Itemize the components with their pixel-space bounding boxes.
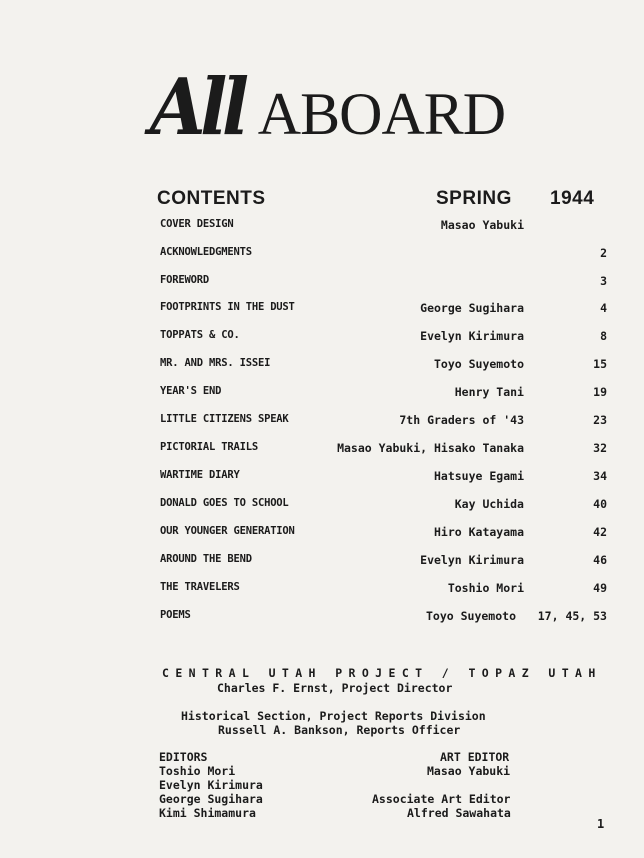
editor-name: Kimi Shimamura — [159, 806, 256, 820]
year-label: 1944 — [550, 188, 595, 209]
toc-title: WARTIME DIARY — [160, 469, 240, 481]
toc-title: PICTORIAL TRAILS — [160, 441, 258, 453]
toc-row — [0, 469, 644, 487]
art-editor-name: Masao Yabuki — [427, 764, 511, 778]
toc-author: Masao Yabuki, Hisako Tanaka — [337, 441, 524, 455]
reports-officer: Russell A. Bankson, Reports Officer — [218, 723, 461, 737]
toc-row — [0, 609, 644, 627]
toc-row — [0, 218, 644, 236]
toc-title: POEMS — [160, 609, 191, 621]
toc-author: 7th Graders of '43 — [399, 413, 524, 427]
toc-page: 23 — [593, 413, 607, 427]
editor-name: Evelyn Kirimura — [159, 778, 263, 792]
editor-name: Toshio Mori — [159, 764, 236, 778]
toc-page: 40 — [593, 497, 607, 511]
toc-author: Toyo Suyemoto — [425, 609, 516, 623]
toc-title: DONALD GOES TO SCHOOL — [160, 497, 289, 509]
toc-row — [0, 525, 644, 543]
toc-title: MR. AND MRS. ISSEI — [160, 357, 271, 369]
toc-author: Evelyn Kirimura — [420, 329, 524, 343]
toc-title: THE TRAVELERS — [160, 581, 240, 593]
toc-title: AROUND THE BEND — [160, 553, 252, 565]
toc-title: ACKNOWLEDGMENTS — [160, 246, 252, 258]
toc-row — [0, 497, 644, 515]
toc-row — [0, 553, 644, 571]
associate-art-editor-heading: Associate Art Editor — [372, 792, 511, 806]
toc-page: 2 — [600, 246, 607, 260]
historical-section: Historical Section, Project Reports Division — [181, 709, 486, 723]
toc-page: 15 — [593, 357, 607, 371]
toc-title: YEAR'S END — [160, 385, 222, 397]
title-caps-word: ABOARD — [257, 81, 506, 147]
project-director: Charles F. Ernst, Project Director — [217, 681, 453, 695]
toc-page: 3 — [600, 274, 607, 288]
toc-row — [0, 385, 644, 403]
toc-page: 19 — [593, 385, 607, 399]
toc-page: 49 — [593, 581, 607, 595]
contents-heading: CONTENTS — [157, 188, 266, 209]
toc-page: 42 — [593, 525, 607, 539]
toc-author: Evelyn Kirimura — [420, 553, 524, 567]
toc-author: Toyo Suyemoto — [433, 357, 524, 371]
toc-page: 46 — [593, 553, 607, 567]
toc-title: FOREWORD — [160, 274, 209, 286]
title-script-word: All — [150, 62, 244, 153]
toc-row — [0, 329, 644, 347]
toc-row — [0, 301, 644, 319]
toc-title: FOOTPRINTS IN THE DUST — [160, 301, 295, 313]
toc-title: TOPPATS & CO. — [160, 329, 240, 341]
art-editor-heading: ART EDITOR — [440, 750, 510, 764]
toc-page: 4 — [600, 301, 607, 315]
toc-page: 32 — [593, 441, 607, 455]
toc-row — [0, 441, 644, 459]
toc-row — [0, 274, 644, 292]
toc-row — [0, 581, 644, 599]
toc-row — [0, 413, 644, 431]
season-label: SPRING — [436, 188, 512, 209]
editor-name: George Sugihara — [159, 792, 263, 806]
toc-page: 8 — [600, 329, 607, 343]
toc-author: Hatsuye Egami — [433, 469, 524, 483]
toc-row — [0, 246, 644, 264]
toc-row — [0, 357, 644, 375]
associate-art-editor-name: Alfred Sawahata — [407, 806, 511, 820]
editors-heading: EDITORS — [159, 750, 208, 764]
toc-page: 34 — [593, 469, 607, 483]
toc-author: Kay Uchida — [454, 497, 524, 511]
toc-author: Masao Yabuki — [440, 218, 524, 232]
magazine-title — [150, 62, 505, 172]
toc-title: OUR YOUNGER GENERATION — [160, 525, 295, 537]
toc-title: COVER DESIGN — [160, 218, 234, 230]
toc-author: Hiro Katayama — [433, 525, 524, 539]
toc-page: 17, 45, 53 — [537, 609, 607, 623]
toc-title: LITTLE CITIZENS SPEAK — [160, 413, 289, 425]
project-line: CENTRAL UTAH PROJECT / TOPAZ UTAH — [162, 666, 602, 680]
toc-author: Henry Tani — [454, 385, 524, 399]
toc-author: George Sugihara — [420, 301, 524, 315]
toc-author: Toshio Mori — [447, 581, 524, 595]
page-number: 1 — [597, 817, 605, 831]
